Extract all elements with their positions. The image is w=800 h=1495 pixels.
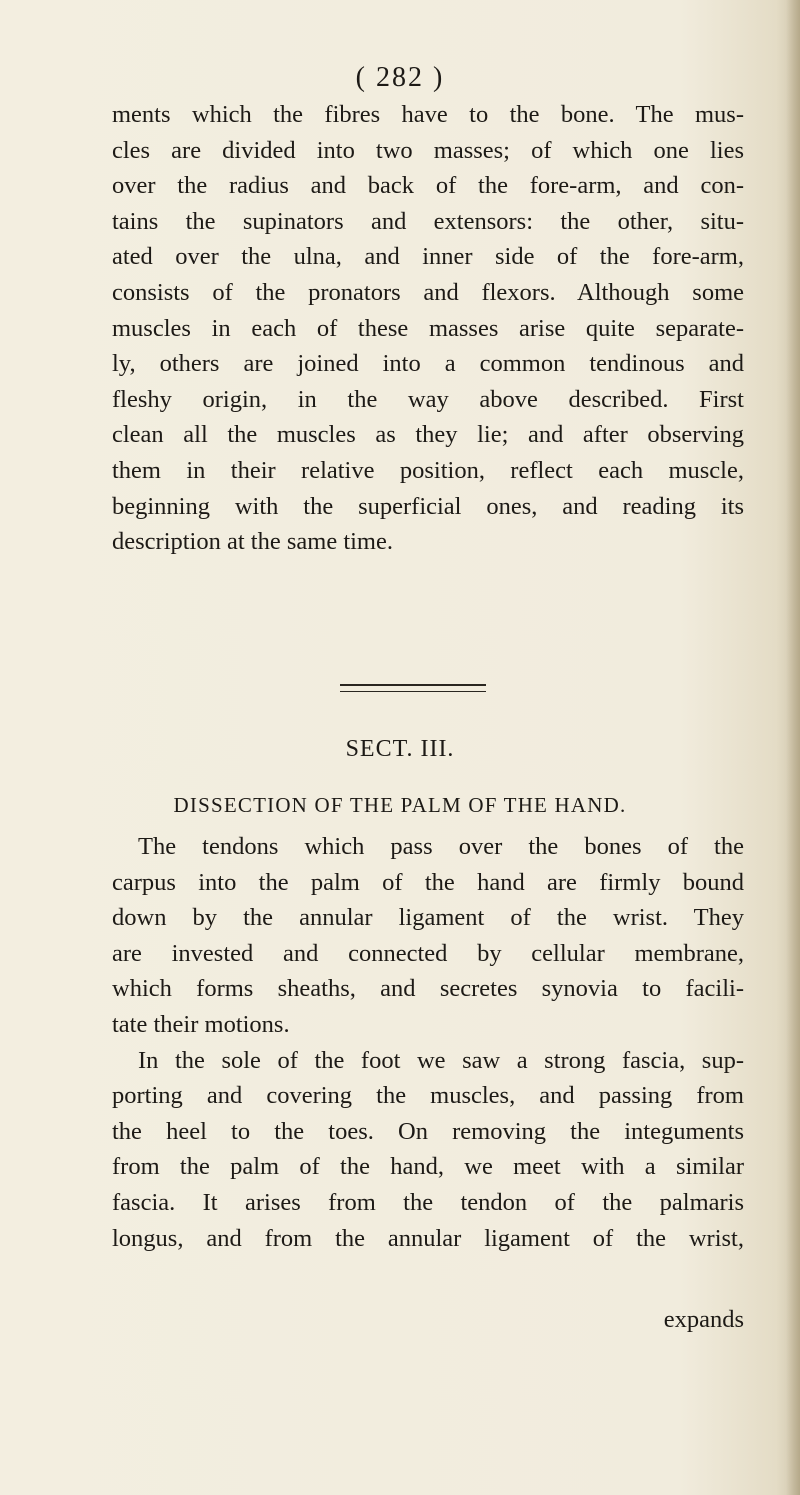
text-line: over the radius and back of the fore-arm, and con- (112, 172, 744, 200)
text-line: them in their relative position, reflect each muscle, (112, 456, 744, 484)
text-line: tate their motions. (112, 1010, 290, 1038)
text-line: ated over the ulna, and inner side of the fore-arm, (112, 243, 744, 271)
text-line: consists of the pronators and flexors. Although some (112, 278, 744, 306)
text-line: fascia. It arises from the tendon of the palmaris (112, 1188, 744, 1216)
text-line: tains the supinators and extensors: the other, situ- (112, 207, 744, 235)
text-line: which forms sheaths, and secretes synovia to facili- (112, 975, 744, 1003)
page-number: ( 282 ) (355, 62, 445, 93)
text-line: from the palm of the hand, we meet with a similar (112, 1153, 744, 1181)
section-heading: SECT. III. (345, 736, 455, 762)
paragraph-palm-tendons (112, 829, 744, 1256)
section-title: DISSECTION OF THE PALM OF THE HAND. (173, 793, 627, 817)
text-line: porting and covering the muscles, and passing from (112, 1082, 744, 1110)
section-divider-rule (340, 684, 486, 692)
text-line: the heel to the toes. On removing the integuments (112, 1117, 744, 1145)
text-line: muscles in each of these masses arise quite separate- (112, 314, 744, 342)
text-line: The tendons which pass over the bones of the (138, 833, 744, 860)
text-line: In the sole of the foot we saw a strong fascia, sup- (138, 1046, 744, 1074)
text-line: fleshy origin, in the way above described. First (112, 385, 744, 413)
text-line: down by the annular ligament of the wrist. They (112, 904, 744, 932)
text-line: beginning with the superficial ones, and reading its (112, 492, 744, 520)
paragraph-forearm-muscles (112, 97, 744, 560)
catchword: expands (663, 1306, 744, 1333)
text-line: ments which the fibres have to the bone. The mus- (112, 101, 744, 128)
text-line: carpus into the palm of the hand are firmly bound (112, 868, 744, 896)
text-line: cles are divided into two masses; of which one lies (112, 136, 744, 164)
text-line: are invested and connected by cellular membrane, (112, 939, 744, 967)
text-line: longus, and from the annular ligament of the wrist, (112, 1224, 744, 1252)
text-line: clean all the muscles as they lie; and after observing (112, 421, 744, 449)
text-line: description at the same time. (112, 528, 393, 556)
text-line: ly, others are joined into a common tendinous and (112, 350, 744, 378)
